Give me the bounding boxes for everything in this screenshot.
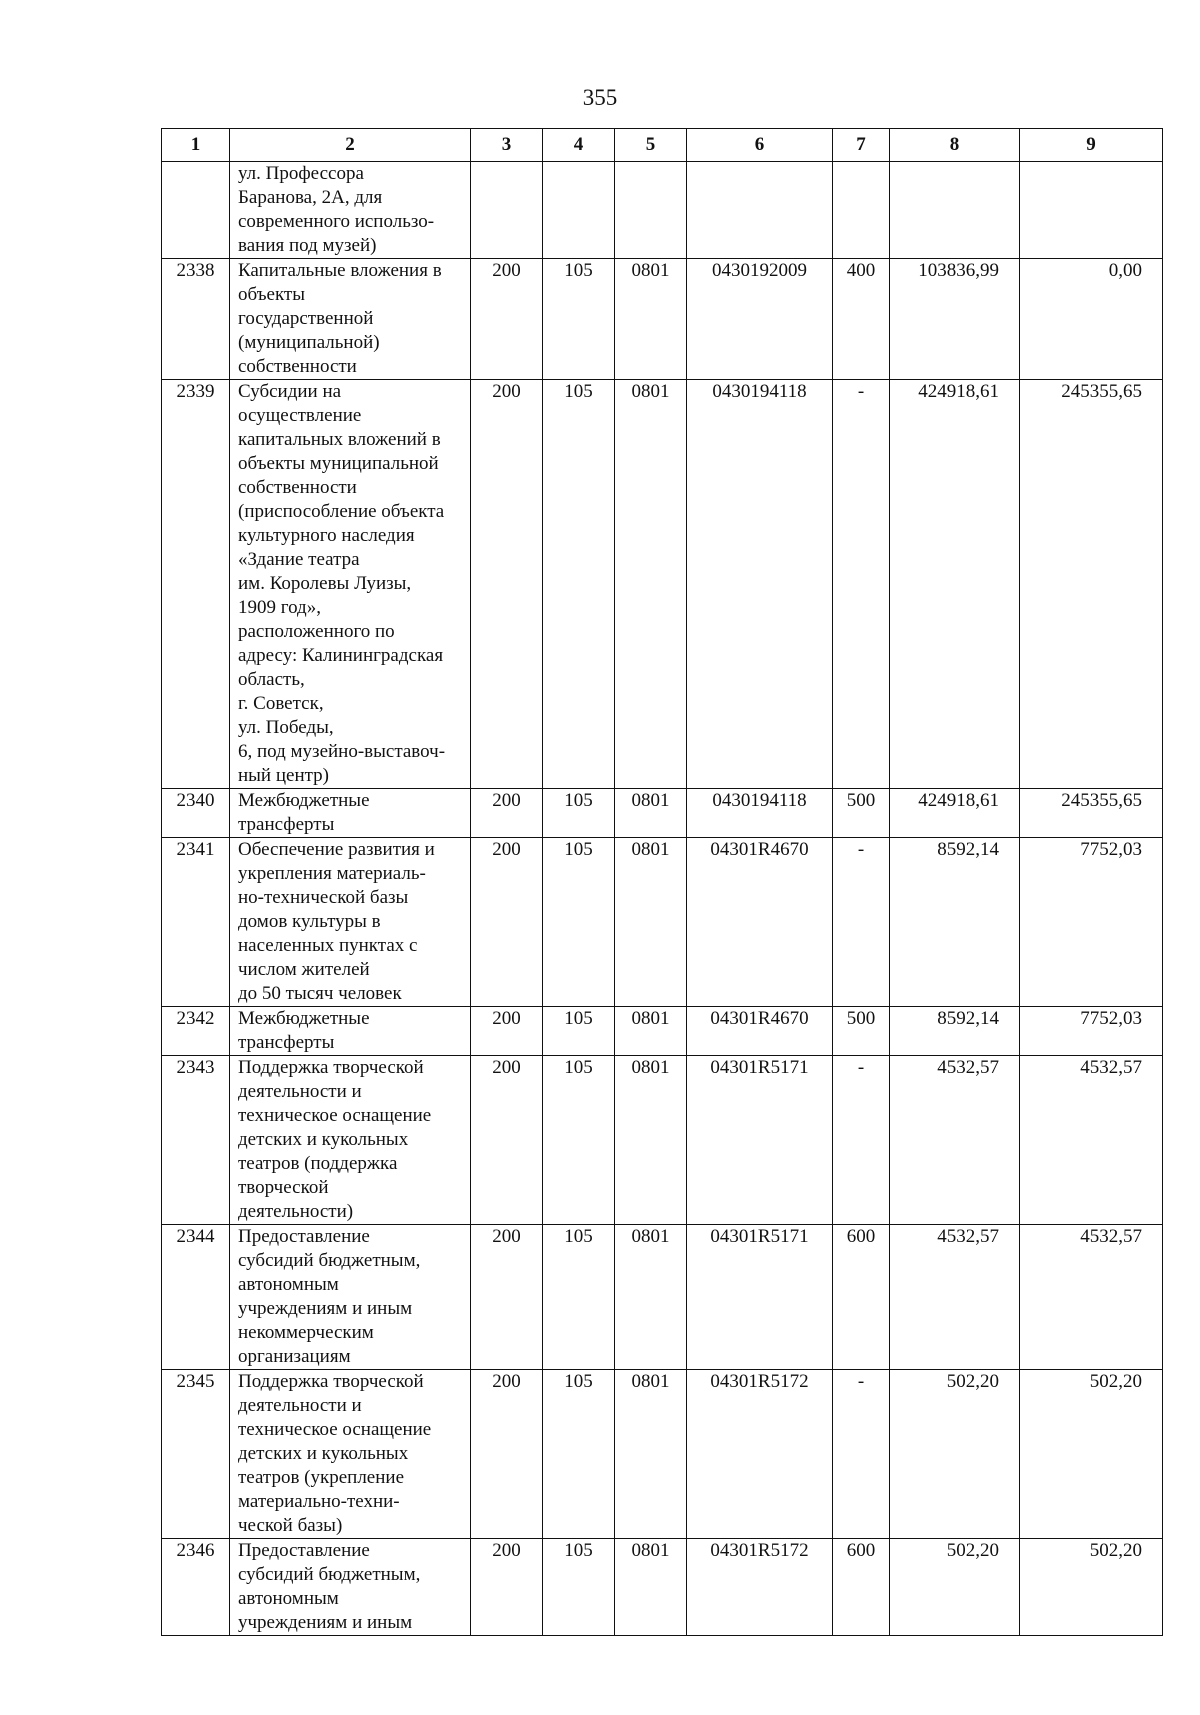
item-name-line: им. Королевы Луизы, xyxy=(238,573,412,594)
header-col-1: 1 xyxy=(162,129,230,162)
item-name-line: Обеспечение развития и xyxy=(238,839,435,860)
item-name-line: «Здание театра xyxy=(238,549,360,570)
item-name-line: детских и кукольных xyxy=(238,1129,409,1150)
item-name-line: расположенного по xyxy=(238,621,395,642)
item-name-line: Предоставление xyxy=(238,1226,370,1247)
item-name-line: осуществление xyxy=(238,405,362,426)
cell-col-7: - xyxy=(833,1370,890,1539)
cell-col-9: 4532,57 xyxy=(1020,1225,1163,1370)
item-name-line: до 50 тысяч человек xyxy=(238,983,402,1004)
cell-col-3: 200 xyxy=(471,1370,543,1539)
cell-item-name xyxy=(230,1056,471,1225)
cell-row-number: 2339 xyxy=(162,380,230,789)
cell-row-number: 2345 xyxy=(162,1370,230,1539)
cell-col-4: 105 xyxy=(543,380,615,789)
item-name-line: современного использо- xyxy=(238,211,435,232)
cell-item-name xyxy=(230,1007,471,1056)
cell-col-7: 500 xyxy=(833,1007,890,1056)
item-name-line: учреждениям и иным xyxy=(238,1612,413,1633)
budget-table xyxy=(161,128,1163,1636)
cell-col-7: - xyxy=(833,838,890,1007)
item-name-line: материально-техни- xyxy=(238,1491,400,1512)
cell-col-8: 424918,61 xyxy=(890,789,1020,838)
cell-col-8: 103836,99 xyxy=(890,259,1020,380)
cell-col-5: 0801 xyxy=(615,838,687,1007)
cell-col-7: - xyxy=(833,1056,890,1225)
table-row xyxy=(162,1007,1163,1056)
cell-col-3: 200 xyxy=(471,1539,543,1636)
item-name-line: субсидий бюджетным, xyxy=(238,1250,421,1271)
cell-col-8: 502,20 xyxy=(890,1539,1020,1636)
item-name-line: (муниципальной) xyxy=(238,332,380,353)
cell-row-number xyxy=(162,162,230,259)
cell-col-5: 0801 xyxy=(615,1539,687,1636)
cell-col-4: 105 xyxy=(543,1539,615,1636)
item-name-line: Межбюджетные xyxy=(238,790,370,811)
cell-col-6: 04301R5172 xyxy=(687,1539,833,1636)
cell-col-7: 400 xyxy=(833,259,890,380)
cell-col-5: 0801 xyxy=(615,259,687,380)
cell-row-number: 2343 xyxy=(162,1056,230,1225)
item-name-line: вания под музей) xyxy=(238,235,377,256)
cell-item-name xyxy=(230,380,471,789)
cell-col-4: 105 xyxy=(543,259,615,380)
cell-col-9: 0,00 xyxy=(1020,259,1163,380)
cell-col-6: 04301R5171 xyxy=(687,1056,833,1225)
item-name-line: 6, под музейно-выставоч- xyxy=(238,741,446,762)
cell-col-3: 200 xyxy=(471,789,543,838)
cell-col-5: 0801 xyxy=(615,1225,687,1370)
cell-col-8: 8592,14 xyxy=(890,1007,1020,1056)
item-name-line: Поддержка творческой xyxy=(238,1371,424,1392)
cell-col-5: 0801 xyxy=(615,380,687,789)
cell-col-9: 245355,65 xyxy=(1020,789,1163,838)
cell-col-6: 04301R4670 xyxy=(687,838,833,1007)
header-col-6: 6 xyxy=(687,129,833,162)
cell-col-4 xyxy=(543,162,615,259)
cell-col-7: 500 xyxy=(833,789,890,838)
table-row xyxy=(162,259,1163,380)
cell-row-number: 2338 xyxy=(162,259,230,380)
item-name-line: собственности xyxy=(238,356,357,377)
table-row xyxy=(162,1539,1163,1636)
cell-col-8 xyxy=(890,162,1020,259)
item-name-line: субсидий бюджетным, xyxy=(238,1564,421,1585)
item-name-line: домов культуры в xyxy=(238,911,381,932)
cell-col-9: 502,20 xyxy=(1020,1370,1163,1539)
header-col-2: 2 xyxy=(230,129,471,162)
item-name-line: трансферты xyxy=(238,1032,335,1053)
cell-item-name xyxy=(230,1225,471,1370)
item-name-line: трансферты xyxy=(238,814,335,835)
table-header-row xyxy=(162,129,1163,162)
cell-row-number: 2340 xyxy=(162,789,230,838)
item-name-line: собственности xyxy=(238,477,357,498)
table-row xyxy=(162,789,1163,838)
header-col-3: 3 xyxy=(471,129,543,162)
cell-item-name xyxy=(230,838,471,1007)
item-name-line: (приспособление объекта xyxy=(238,501,445,522)
cell-col-6: 04301R4670 xyxy=(687,1007,833,1056)
item-name-line: ул. Профессора xyxy=(238,163,364,184)
cell-item-name xyxy=(230,259,471,380)
header-col-8: 8 xyxy=(890,129,1020,162)
cell-col-7 xyxy=(833,162,890,259)
header-col-7: 7 xyxy=(833,129,890,162)
table-row xyxy=(162,1056,1163,1225)
cell-col-5: 0801 xyxy=(615,1007,687,1056)
item-name-line: учреждениям и иным xyxy=(238,1298,413,1319)
cell-col-7: 600 xyxy=(833,1539,890,1636)
item-name-line: детских и кукольных xyxy=(238,1443,409,1464)
cell-row-number: 2342 xyxy=(162,1007,230,1056)
cell-col-3 xyxy=(471,162,543,259)
item-name-line: деятельности и xyxy=(238,1395,362,1416)
item-name-line: Межбюджетные xyxy=(238,1008,370,1029)
cell-col-5 xyxy=(615,162,687,259)
cell-col-9: 245355,65 xyxy=(1020,380,1163,789)
cell-col-6: 04301R5172 xyxy=(687,1370,833,1539)
cell-col-9: 502,20 xyxy=(1020,1539,1163,1636)
item-name-line: адресу: Калининградская xyxy=(238,645,444,666)
cell-item-name xyxy=(230,1370,471,1539)
item-name-line: автономным xyxy=(238,1274,339,1295)
cell-col-8: 502,20 xyxy=(890,1370,1020,1539)
cell-col-9: 7752,03 xyxy=(1020,838,1163,1007)
header-col-4: 4 xyxy=(543,129,615,162)
cell-col-3: 200 xyxy=(471,1007,543,1056)
cell-col-9 xyxy=(1020,162,1163,259)
cell-col-5: 0801 xyxy=(615,1056,687,1225)
item-name-line: Поддержка творческой xyxy=(238,1057,424,1078)
cell-col-4: 105 xyxy=(543,838,615,1007)
cell-col-3: 200 xyxy=(471,380,543,789)
cell-col-4: 105 xyxy=(543,1370,615,1539)
table-row xyxy=(162,1225,1163,1370)
cell-col-8: 4532,57 xyxy=(890,1225,1020,1370)
cell-col-6: 0430194118 xyxy=(687,789,833,838)
cell-col-8: 8592,14 xyxy=(890,838,1020,1007)
item-name-line: театров (укрепление xyxy=(238,1467,405,1488)
cell-col-8: 424918,61 xyxy=(890,380,1020,789)
cell-col-8: 4532,57 xyxy=(890,1056,1020,1225)
item-name-line: укрепления материаль- xyxy=(238,863,426,884)
cell-col-9: 7752,03 xyxy=(1020,1007,1163,1056)
header-col-5: 5 xyxy=(615,129,687,162)
cell-col-5: 0801 xyxy=(615,789,687,838)
item-name-line: Субсидии на xyxy=(238,381,342,402)
item-name-line: 1909 год», xyxy=(238,597,321,618)
item-name-line: деятельности) xyxy=(238,1201,354,1222)
item-name-line: деятельности и xyxy=(238,1081,362,1102)
cell-col-3: 200 xyxy=(471,1056,543,1225)
cell-col-3: 200 xyxy=(471,259,543,380)
cell-col-5: 0801 xyxy=(615,1370,687,1539)
cell-item-name xyxy=(230,162,471,259)
item-name-line: капитальных вложений в xyxy=(238,429,441,450)
item-name-line: область, xyxy=(238,669,305,690)
item-name-line: Капитальные вложения в xyxy=(238,260,442,281)
cell-col-4: 105 xyxy=(543,1007,615,1056)
item-name-line: числом жителей xyxy=(238,959,370,980)
table-row xyxy=(162,1370,1163,1539)
cell-col-6: 0430192009 xyxy=(687,259,833,380)
item-name-line: ческой базы) xyxy=(238,1515,343,1536)
cell-col-6 xyxy=(687,162,833,259)
item-name-line: техническое оснащение xyxy=(238,1419,432,1440)
cell-row-number: 2346 xyxy=(162,1539,230,1636)
item-name-line: г. Советск, xyxy=(238,693,324,714)
cell-item-name xyxy=(230,789,471,838)
cell-col-4: 105 xyxy=(543,789,615,838)
page-number: 355 xyxy=(582,85,618,110)
item-name-line: ный центр) xyxy=(238,765,329,786)
item-name-line: населенных пунктах с xyxy=(238,935,418,956)
cell-col-4: 105 xyxy=(543,1225,615,1370)
cell-col-6: 04301R5171 xyxy=(687,1225,833,1370)
cell-item-name xyxy=(230,1539,471,1636)
table-row xyxy=(162,838,1163,1007)
item-name-line: театров (поддержка xyxy=(238,1153,398,1174)
item-name-line: но-технической базы xyxy=(238,887,409,908)
item-name-line: некоммерческим xyxy=(238,1322,374,1343)
item-name-line: объекты муниципальной xyxy=(238,453,439,474)
cell-col-3: 200 xyxy=(471,1225,543,1370)
table-row xyxy=(162,380,1163,789)
item-name-line: техническое оснащение xyxy=(238,1105,432,1126)
item-name-line: Баранова, 2А, для xyxy=(238,187,383,208)
table-body xyxy=(162,162,1163,1636)
cell-col-7: 600 xyxy=(833,1225,890,1370)
cell-row-number: 2341 xyxy=(162,838,230,1007)
item-name-line: творческой xyxy=(238,1177,329,1198)
item-name-line: Предоставление xyxy=(238,1540,370,1561)
item-name-line: организациям xyxy=(238,1346,351,1367)
cell-col-4: 105 xyxy=(543,1056,615,1225)
table-row xyxy=(162,162,1163,259)
header-col-9: 9 xyxy=(1020,129,1163,162)
cell-col-7: - xyxy=(833,380,890,789)
item-name-line: объекты xyxy=(238,284,306,305)
item-name-line: государственной xyxy=(238,308,374,329)
cell-row-number: 2344 xyxy=(162,1225,230,1370)
cell-col-9: 4532,57 xyxy=(1020,1056,1163,1225)
item-name-line: ул. Победы, xyxy=(238,717,334,738)
item-name-line: культурного наследия xyxy=(238,525,415,546)
item-name-line: автономным xyxy=(238,1588,339,1609)
cell-col-3: 200 xyxy=(471,838,543,1007)
cell-col-6: 0430194118 xyxy=(687,380,833,789)
